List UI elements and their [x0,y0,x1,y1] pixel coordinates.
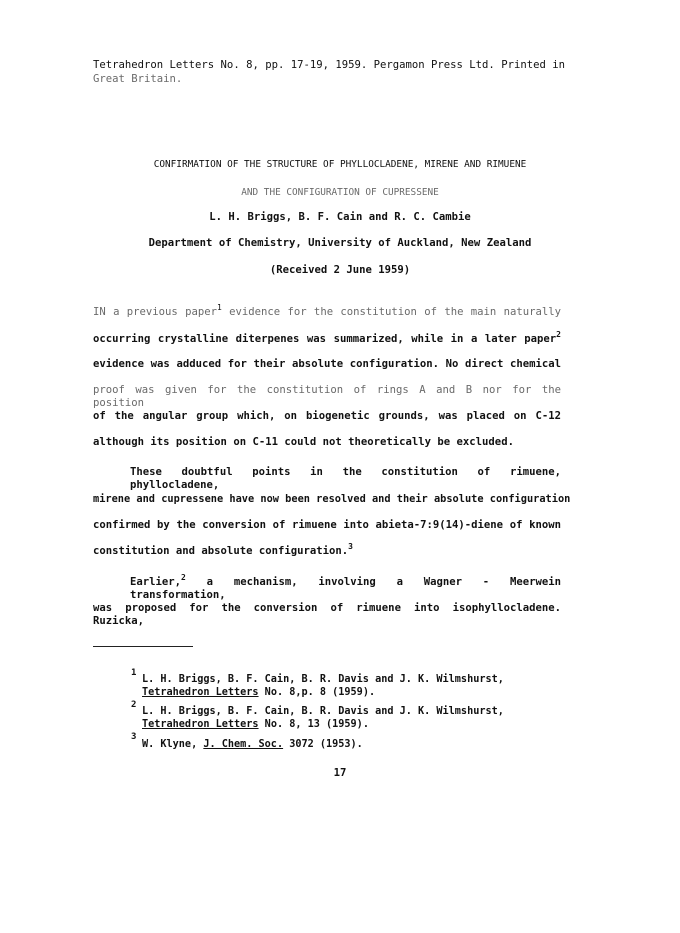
citation-detail: No. 8,p. 8 (1959). [258,687,376,698]
footnote-number: 3 [131,732,137,742]
footnote-authors: L. H. Briggs, B. F. Cain, B. R. Davis and J. K. Wilmshurst, [142,674,504,685]
footnote-authors: L. H. Briggs, B. F. Cain, B. R. Davis and J. K. Wilmshurst, [142,706,504,717]
article-authors: L. H. Briggs, B. F. Cain and R. C. Cambie [209,211,471,223]
journal-name: Tetrahedron Letters [142,687,259,698]
body-line: These doubtful points in the constitution of rimuene, phyllocladene, [130,466,561,491]
received-date: (Received 2 June 1959) [269,264,411,276]
body-line [93,542,353,558]
footnote-ref: 2 [181,573,186,582]
body-line: confirmed by the conversion of rimuene into abieta-7:9(14)-diene of known [93,519,561,531]
citation-author: W. Klyne, [142,739,204,750]
journal-name: Tetrahedron Letters [142,719,259,730]
body-line: although its position on C-11 could not theoretically be excluded. [93,436,514,448]
journal-header-line-1: Tetrahedron Letters No. 8, pp. 17-19, 1959. Pergamon Press Ltd. Printed in [93,59,565,71]
body-line [93,330,561,346]
citation-detail: 3072 (1953). [283,739,363,750]
footnote-number: 2 [131,700,137,710]
citation-detail: No. 8, 13 (1959). [258,719,369,730]
journal-name: J. Chem. Soc. [203,739,284,750]
body-text: Earlier, [130,576,182,588]
body-line [93,303,561,319]
body-text: a mechanism, involving a Wagner - Meerwein transformation, [130,576,561,601]
footnote-citation [142,718,369,731]
article-title-line-1: CONFIRMATION OF THE STRUCTURE OF PHYLLOCLADENE, MIRENE AND RIMUENE [153,159,527,170]
footnote-divider [93,646,193,647]
journal-header-line-2: Great Britain. [93,73,183,85]
body-line: of the angular group which, on biogenetic grounds, was placed on C-12 [93,410,561,422]
page-number: 17 [333,767,347,779]
body-text: constitution and absolute configuration. [93,545,349,557]
footnote-number: 1 [131,668,137,678]
body-line: proof was given for the constitution of rings A and B nor for the position [93,384,561,409]
footnote-ref: 2 [556,330,561,339]
article-affiliation: Department of Chemistry, University of Auckland, New Zealand [148,237,532,249]
body-line: mirene and cupressene have now been resolved and their absolute configuration [93,493,571,505]
body-line: was proposed for the conversion of rimuene into isophyllocladene. Ruzicka, [93,602,561,627]
body-text: IN a previous paper [93,306,217,318]
body-line [130,573,561,602]
footnote-ref: 3 [348,542,353,551]
footnote-citation [142,738,363,751]
body-text: evidence for the constitution of the main naturally [221,306,561,318]
footnote-citation [142,686,375,699]
article-title-line-2: AND THE CONFIGURATION OF CUPRESSENE [241,187,439,198]
body-text: occurring crystalline diterpenes was summarized, while in a later paper [93,333,557,345]
body-line: evidence was adduced for their absolute configuration. No direct chemical [93,358,561,370]
footnote-ref: 1 [217,303,222,312]
